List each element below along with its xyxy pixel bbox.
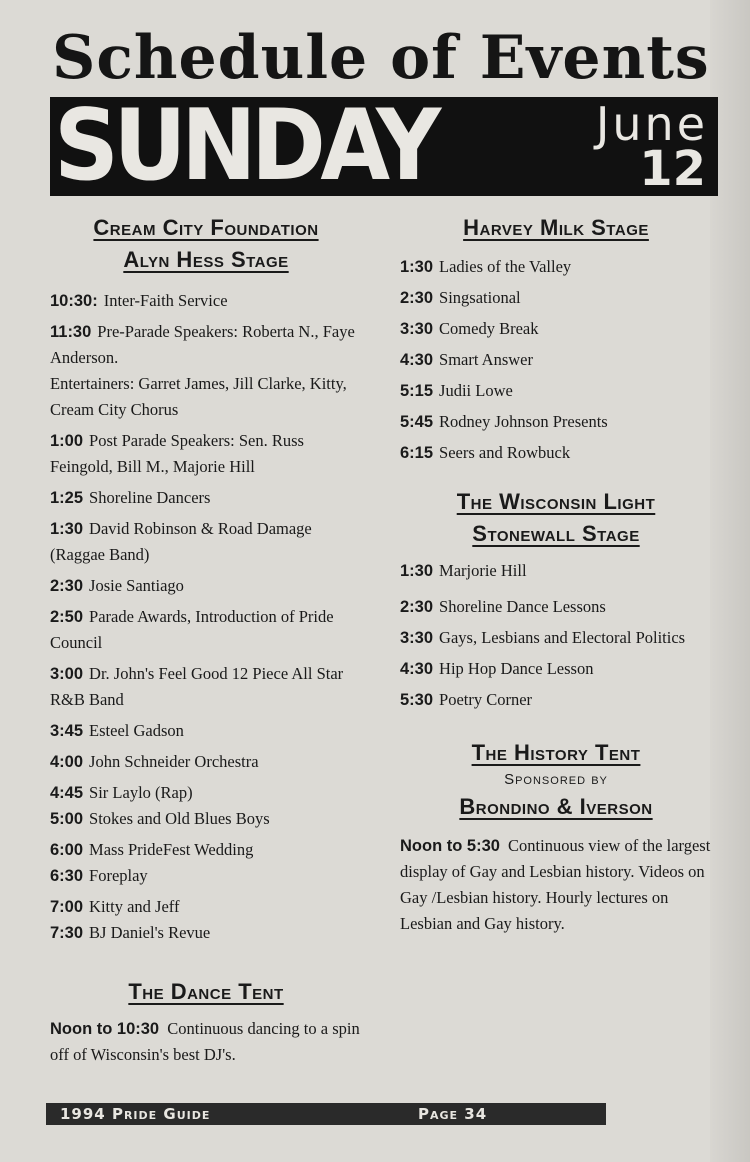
event-time: 4:30 xyxy=(400,660,434,678)
event-entry xyxy=(50,718,362,744)
event-extra: Entertainers: Garret James, Jill Clarke, Kitty, Cream City Chorus xyxy=(50,374,347,419)
event-entry xyxy=(400,285,712,311)
event-entry xyxy=(50,485,362,511)
event-entry xyxy=(400,409,712,435)
event-time: 2:30 xyxy=(400,289,434,307)
event-text: BJ Daniel's Revue xyxy=(89,923,211,942)
event-entry xyxy=(50,863,362,889)
date-banner xyxy=(50,97,718,196)
event-entry xyxy=(400,558,712,584)
event-time: 1:00 xyxy=(50,432,84,450)
event-entry xyxy=(50,604,362,656)
event-time: 5:45 xyxy=(400,413,434,431)
stage-heading: The Wisconsin Light xyxy=(456,489,656,514)
event-text: Ladies of the Valley xyxy=(439,257,572,276)
event-time: 2:30 xyxy=(400,598,434,616)
event-entry xyxy=(50,516,362,568)
event-entry xyxy=(400,316,712,342)
history-sponsored-by: Sponsored by xyxy=(504,771,608,788)
event-time: 4:30 xyxy=(400,351,434,369)
event-entry xyxy=(50,920,362,946)
footer-publication: 1994 Pride Guide xyxy=(60,1105,211,1123)
event-text: Shoreline Dance Lessons xyxy=(439,597,606,616)
event-entry xyxy=(400,378,712,404)
event-text: Esteel Gadson xyxy=(89,721,184,740)
event-entry xyxy=(50,661,362,713)
event-time: 10:30: xyxy=(50,292,98,310)
event-text: Pre-Parade Speakers: Roberta N., Faye Anderson. xyxy=(50,322,355,367)
event-entry xyxy=(400,594,712,620)
event-text: Judii Lowe xyxy=(439,381,513,400)
event-time: 5:00 xyxy=(50,810,84,828)
event-time: 3:00 xyxy=(50,665,84,683)
event-text: Poetry Corner xyxy=(439,690,533,709)
event-entry xyxy=(50,749,362,775)
event-text: Foreplay xyxy=(89,866,148,885)
event-entry xyxy=(50,319,362,423)
event-time: 2:30 xyxy=(50,577,84,595)
banner-month: June xyxy=(595,97,708,151)
banner-day-number: 12 xyxy=(639,141,706,196)
footer-page-number: Page 34 xyxy=(418,1105,488,1123)
event-text: Josie Santiago xyxy=(89,576,184,595)
event-time: 6:15 xyxy=(400,444,434,462)
event-text: Shoreline Dancers xyxy=(89,488,211,507)
event-text: Inter-Faith Service xyxy=(103,291,228,310)
history-tent-time: Noon to 5:30 xyxy=(400,837,500,855)
event-time: 7:00 xyxy=(50,898,84,916)
event-text: Singsational xyxy=(439,288,521,307)
event-time: 1:30 xyxy=(400,258,434,276)
banner-day-name: SUNDAY xyxy=(54,97,436,196)
event-time: 11:30 xyxy=(50,323,92,341)
event-entry xyxy=(400,625,712,651)
event-entry xyxy=(50,894,362,920)
right-column xyxy=(400,212,712,937)
event-entry xyxy=(400,656,712,682)
event-time: 5:15 xyxy=(400,382,434,400)
event-text: David Robinson & Road Damage (Raggae Band) xyxy=(50,519,312,564)
event-text: Hip Hop Dance Lesson xyxy=(439,659,594,678)
event-time: 3:30 xyxy=(400,320,434,338)
event-time: 4:00 xyxy=(50,753,84,771)
dance-tent-time: Noon to 10:30 xyxy=(50,1020,160,1038)
stage-heading: Stonewall Stage xyxy=(472,521,640,546)
event-entry xyxy=(50,573,362,599)
event-text: Dr. John's Feel Good 12 Piece All Star R&B Band xyxy=(50,664,344,709)
history-tent-heading: The History Tent xyxy=(471,740,641,765)
event-entry xyxy=(400,440,712,466)
dance-tent-text: Continuous dancing to a spin off of Wisconsin's best DJ's. xyxy=(50,1019,360,1064)
event-entry xyxy=(50,806,362,832)
event-time: 7:30 xyxy=(50,924,84,942)
event-entry xyxy=(400,687,712,713)
page-title: Schedule of Events xyxy=(52,23,710,93)
event-time: 1:25 xyxy=(50,489,84,507)
event-text: Gays, Lesbians and Electoral Politics xyxy=(439,628,686,647)
event-text: Marjorie Hill xyxy=(439,561,527,580)
event-entry xyxy=(50,837,362,863)
event-time: 5:30 xyxy=(400,691,434,709)
event-time: 1:30 xyxy=(50,520,84,538)
event-entry xyxy=(50,428,362,480)
event-text: Seers and Rowbuck xyxy=(439,443,571,462)
event-time: 4:45 xyxy=(50,784,84,802)
event-text: Rodney Johnson Presents xyxy=(439,412,608,431)
event-time: 1:30 xyxy=(400,562,434,580)
event-text: Smart Answer xyxy=(439,350,533,369)
history-sponsor-name: Brondino & Iverson xyxy=(459,794,653,819)
event-entry xyxy=(50,780,362,806)
event-text: Stokes and Old Blues Boys xyxy=(89,809,270,828)
event-text: Mass PrideFest Wedding xyxy=(89,840,254,859)
event-text: Comedy Break xyxy=(439,319,539,338)
stage-heading: Harvey Milk Stage xyxy=(463,215,649,240)
event-entry xyxy=(400,254,712,280)
history-tent-text: Continuous view of the largest display of Gay and Lesbian history. Videos on Gay /Lesbian history. Hourly lectures on Lesbian and Gay history. xyxy=(400,836,711,933)
event-text: John Schneider Orchestra xyxy=(89,752,259,771)
event-text: Kitty and Jeff xyxy=(89,897,180,916)
left-column xyxy=(50,212,362,1068)
stage-heading: Alyn Hess Stage xyxy=(123,247,289,272)
event-time: 6:30 xyxy=(50,867,84,885)
event-time: 3:30 xyxy=(400,629,434,647)
event-text: Sir Laylo (Rap) xyxy=(89,783,193,802)
event-text: Post Parade Speakers: Sen. Russ Feingold, Bill M., Majorie Hill xyxy=(50,431,304,476)
dance-tent-description xyxy=(50,1016,362,1068)
history-tent-description xyxy=(400,833,712,937)
dance-tent-heading: The Dance Tent xyxy=(128,979,284,1004)
event-entry xyxy=(50,288,362,314)
page-footer xyxy=(46,1103,606,1125)
stage-heading: Cream City Foundation xyxy=(93,215,319,240)
event-entry xyxy=(400,347,712,373)
event-text: Parade Awards, Introduction of Pride Council xyxy=(50,607,334,652)
event-time: 2:50 xyxy=(50,608,84,626)
event-time: 6:00 xyxy=(50,841,84,859)
event-time: 3:45 xyxy=(50,722,84,740)
